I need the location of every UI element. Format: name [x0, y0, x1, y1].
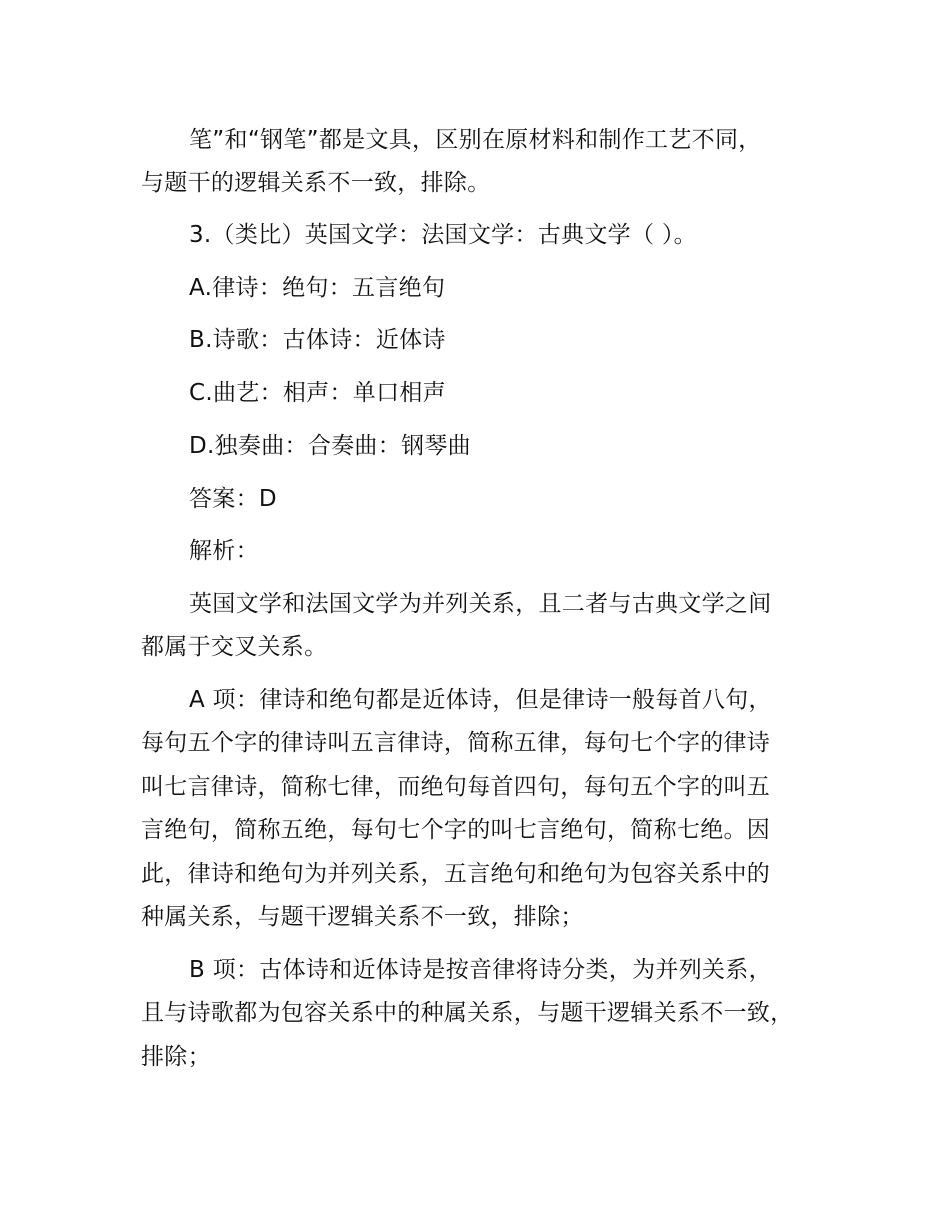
question-title: 3.（类比）英国文学：法国文学：古典文学（ ）。 [189, 222, 697, 248]
answer: 答案：D [189, 486, 277, 512]
text-line: 此，律诗和绝句为并列关系，五言绝句和绝句为包容关系中的 [141, 861, 771, 887]
text-line: 笔”和“钢笔”都是文具，区别在原材料和制作工艺不同， [189, 127, 762, 153]
option-c: C.曲艺：相声：单口相声 [189, 380, 446, 406]
text-line: A 项：律诗和绝句都是近体诗，但是律诗一般每首八句， [189, 687, 772, 713]
text-line: 叫七言律诗，简称七律，而绝句每首四句，每句五个字的叫五 [141, 774, 771, 800]
text-line: B 项：古体诗和近体诗是按音律将诗分类，为并列关系， [189, 957, 772, 983]
text-line: 英国文学和法国文学为并列关系，且二者与古典文学之间 [189, 591, 772, 617]
text-line: 每句五个字的律诗叫五言律诗，简称五律，每句七个字的律诗 [141, 730, 771, 756]
analysis-label: 解析： [189, 538, 259, 564]
option-d: D.独奏曲：合奏曲：钢琴曲 [189, 433, 471, 459]
option-b: B.诗歌：古体诗：近体诗 [189, 327, 446, 353]
text-line: 种属关系，与题干逻辑关系不一致，排除； [141, 904, 584, 930]
text-line: 排除； [141, 1044, 211, 1070]
text-line: 都属于交叉关系。 [141, 634, 328, 660]
text-line: 言绝句，简称五绝，每句七个字的叫七言绝句，简称七绝。因 [141, 817, 771, 843]
text-line: 与题干的逻辑关系不一致，排除。 [141, 170, 491, 196]
text-line: 且与诗歌都为包容关系中的种属关系，与题干逻辑关系不一致， [141, 1000, 794, 1026]
option-a: A.律诗：绝句：五言绝句 [189, 275, 446, 301]
